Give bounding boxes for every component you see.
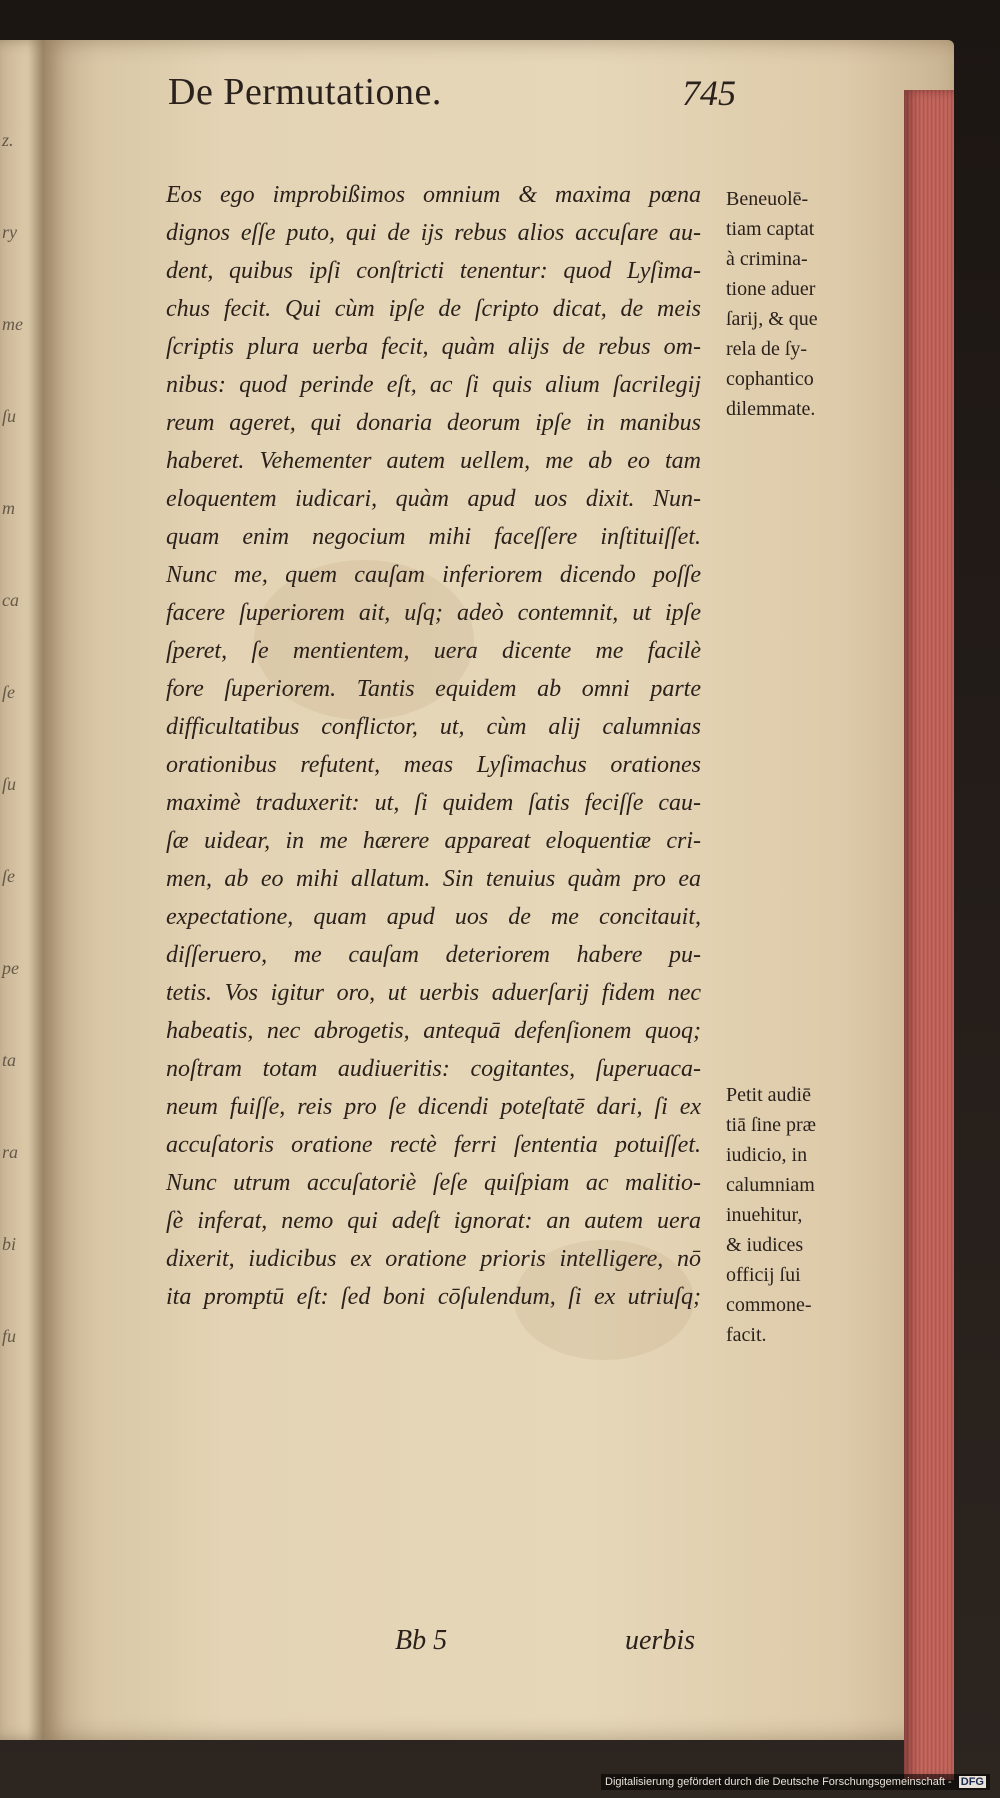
- text-line: dixerit, iudicibus ex oratione prioris intelligere, nō: [166, 1246, 701, 1272]
- text-line: orationibus refutent, meas Lyſimachus orationes: [166, 752, 701, 778]
- text-line: nibus: quod perinde eſt, ac ſi quis alium ſacrilegij: [166, 372, 701, 398]
- marginal-line: iudicio, in: [726, 1144, 808, 1166]
- text-line: noſtram totam audiueritis: cogitantes, ſuperuaca-: [166, 1056, 701, 1082]
- previous-page-fragment: ry: [2, 222, 17, 242]
- previous-page-fragment: pe: [2, 958, 19, 978]
- text-line: ſcriptis plura uerba fecit, quàm alijs de rebus om-: [166, 334, 701, 360]
- text-line: tetis. Vos igitur oro, ut uerbis aduerſarij fidem nec: [166, 980, 701, 1006]
- text-line: Eos ego improbißimos omnium & maxima pœna: [166, 182, 701, 208]
- previous-page-fragment: me: [2, 314, 23, 334]
- text-line: ſæ uidear, in me hærere appareat eloquentiæ cri-: [166, 828, 701, 854]
- text-line: habeatis, nec abrogetis, antequā defenſionem quoq;: [166, 1018, 701, 1044]
- text-line: dent, quibus ipſi conſtricti tenentur: quod Lyſima-: [166, 258, 701, 284]
- text-line: quam enim negocium mihi faceſſere inſtituiſſet.: [166, 524, 701, 550]
- marginal-line: commone-: [726, 1294, 812, 1316]
- catchword: uerbis: [625, 1625, 695, 1656]
- page-header: [124, 70, 744, 130]
- marginal-line: officij ſui: [726, 1264, 801, 1286]
- main-text: [166, 176, 701, 1316]
- text-line: facere ſuperiorem ait, uſq; adeò contemnit, ut ipſe: [166, 600, 701, 626]
- marginal-line: cophantico: [726, 368, 814, 390]
- text-line: reum ageret, qui donaria deorum ipſe in manibus: [166, 410, 701, 436]
- previous-page-fragment: bi: [2, 1234, 17, 1254]
- text-line: fore ſuperiorem. Tantis equidem ab omni parte: [166, 676, 701, 702]
- previous-page-fragment: z.: [2, 130, 14, 150]
- text-line: difficultatibus conflictor, ut, cùm alij calumnias: [166, 714, 701, 740]
- previous-page-fragment: ſe: [2, 682, 15, 702]
- text-line: diſſeruero, me cauſam deteriorem habere pu-: [166, 942, 701, 968]
- marginal-line: Petit audiē: [726, 1084, 811, 1106]
- previous-page-fragment: ra: [2, 1142, 19, 1162]
- text-line: Nunc me, quem cauſam inferiorem dicendo poſſe: [166, 562, 701, 588]
- text-line: Nunc utrum accuſatoriè ſeſe quiſpiam ac malitio-: [166, 1170, 701, 1196]
- credit-text: Digitalisierung gefördert durch die Deutsche Forschungsgemeinschaft -: [605, 1776, 952, 1788]
- text-line: dignos eſſe puto, qui de ijs rebus alios accuſare au-: [166, 220, 701, 246]
- text-line: haberet. Vehementer autem uellem, me ab eo tam: [166, 448, 701, 474]
- marginal-line: ſarij, & que: [726, 308, 818, 330]
- dfg-logo: DFG: [960, 1776, 984, 1788]
- marginal-line: tiam captat: [726, 218, 815, 240]
- digitization-credit: [601, 1774, 990, 1790]
- marginal-line: & iudices: [726, 1234, 804, 1256]
- marginal-line: facit.: [726, 1324, 767, 1346]
- previous-page-fragment: ta: [2, 1050, 17, 1070]
- text-line: maximè traduxerit: ut, ſi quidem ſatis feciſſe cau-: [166, 790, 701, 816]
- marginal-note-2: [726, 1080, 891, 1350]
- previous-page-fragment: ſu: [2, 406, 17, 426]
- marginal-line: Beneuolē-: [726, 188, 809, 210]
- signature-mark: Bb 5: [395, 1625, 448, 1656]
- previous-page-fragment: m: [2, 498, 15, 518]
- marginal-line: rela de ſy-: [726, 338, 808, 360]
- marginal-line: à crimina-: [726, 248, 808, 270]
- previous-page-fragment: fu: [2, 1326, 17, 1346]
- previous-page-fragment: ſe: [2, 866, 15, 886]
- text-line: chus fecit. Qui cùm ipſe de ſcripto dicat, de meis: [166, 296, 701, 322]
- text-line: men, ab eo mihi allatum. Sin tenuius quàm pro ea: [166, 866, 701, 892]
- text-line: expectatione, quam apud uos de me concitauit,: [166, 904, 701, 930]
- text-line: accuſatoris oratione rectè ferri ſententia potuiſſet.: [166, 1132, 701, 1158]
- marginal-line: tiā ſine præ: [726, 1114, 816, 1136]
- marginal-line: dilemmate.: [726, 398, 816, 420]
- text-line: ſperet, ſe mentientem, uera dicente me facilè: [166, 638, 701, 664]
- page-footer: [395, 1625, 695, 1665]
- marginal-line: calumniam: [726, 1174, 815, 1196]
- previous-page-edge: [0, 40, 46, 1740]
- running-head: De Permutatione.: [168, 71, 442, 113]
- text-line: neum fuiſſe, reis pro ſe dicendi poteſtatē dari, ſi ex: [166, 1094, 701, 1120]
- previous-page-fragment: ca: [2, 590, 19, 610]
- page-number: 745: [682, 73, 736, 113]
- text-line: ſè inferat, nemo qui adeſt ignorat: an autem uera: [166, 1208, 701, 1234]
- marginal-line: tione aduer: [726, 278, 816, 300]
- text-line: eloquentem iudicari, quàm apud uos dixit. Nun-: [166, 486, 701, 512]
- previous-page-fragment: ſu: [2, 774, 17, 794]
- text-line: ita promptū eſt: ſed boni cōſulendum, ſi ex utriuſq;: [166, 1284, 701, 1310]
- marginal-note-1: [726, 184, 891, 424]
- red-fore-edge: [904, 90, 954, 1780]
- marginal-line: inuehitur,: [726, 1204, 803, 1226]
